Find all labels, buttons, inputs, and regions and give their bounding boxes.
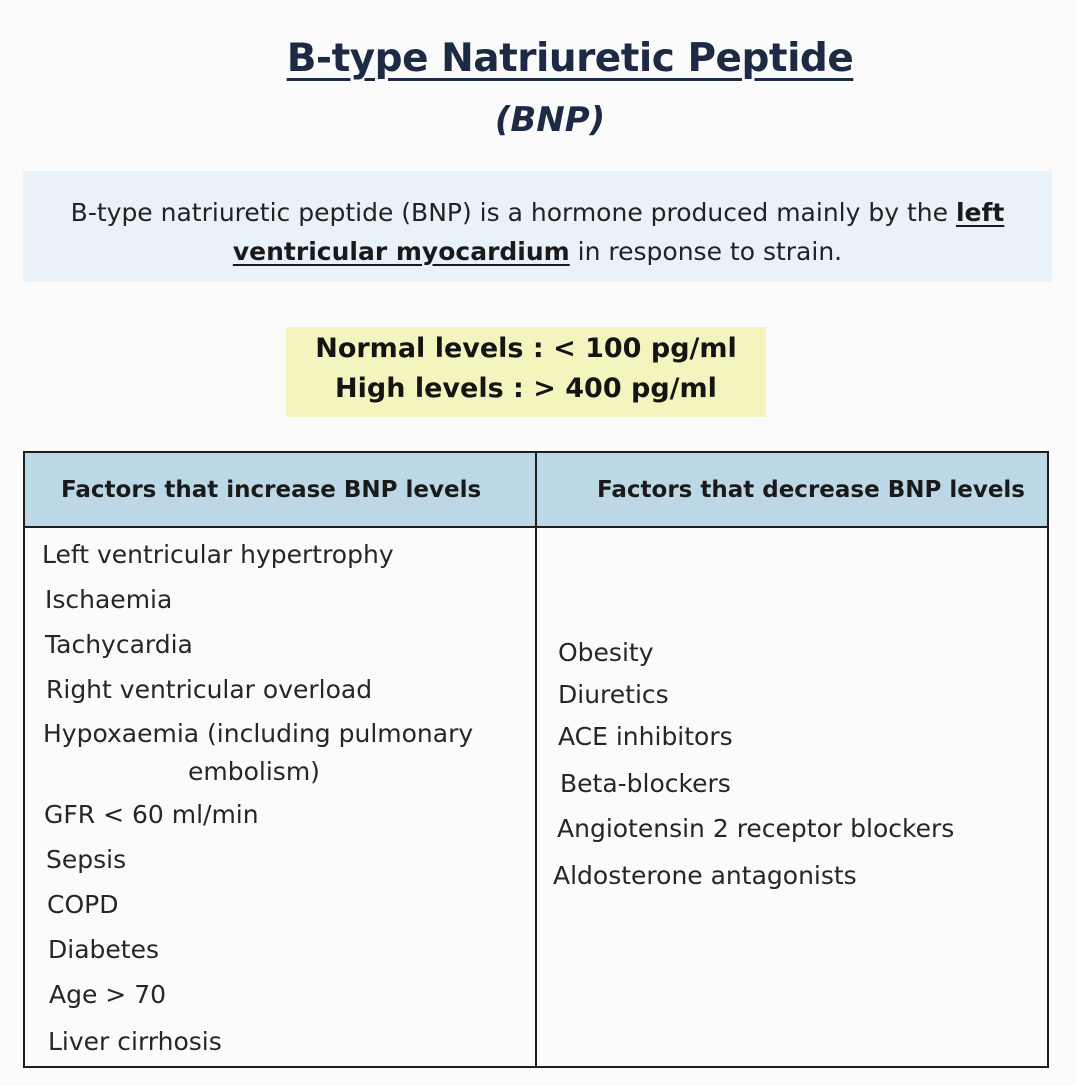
- increase-item: Hypoxaemia (including pulmonary: [43, 719, 474, 748]
- factors-table: [23, 451, 1049, 1068]
- increase-item: Sepsis: [46, 845, 127, 874]
- increase-item: GFR < 60 ml/min: [44, 800, 259, 829]
- header-decrease: Factors that decrease BNP levels: [597, 477, 1025, 503]
- increase-item-continued: embolism): [188, 757, 320, 786]
- increase-item: Liver cirrhosis: [48, 1027, 222, 1056]
- levels-box: [286, 327, 766, 417]
- decrease-item: Obesity: [558, 638, 654, 667]
- intro-bold-left: left: [955, 198, 1005, 227]
- increase-item: Left ventricular hypertrophy: [42, 540, 394, 569]
- decrease-item: Diuretics: [558, 680, 669, 709]
- increase-item: COPD: [47, 890, 119, 919]
- increase-item: Right ventricular overload: [46, 675, 373, 704]
- column-divider: [535, 453, 537, 1066]
- decrease-item: ACE inhibitors: [558, 722, 733, 751]
- increase-item: Ischaemia: [45, 585, 173, 614]
- increase-item: Diabetes: [48, 935, 159, 964]
- page-subtitle: (BNP): [494, 100, 606, 140]
- normal-levels: Normal levels : < 100 pg/ml: [315, 333, 737, 364]
- increase-item: Tachycardia: [45, 630, 193, 659]
- decrease-item: Beta-blockers: [560, 769, 731, 798]
- decrease-item: Aldosterone antagonists: [553, 861, 857, 890]
- intro-text-before: B-type natriuretic peptide (BNP) is a hormone produced mainly by the: [70, 198, 948, 227]
- header-increase: Factors that increase BNP levels: [61, 477, 482, 503]
- intro-box: [23, 171, 1052, 282]
- decrease-item: Angiotensin 2 receptor blockers: [557, 814, 955, 843]
- page-title: [0, 36, 1076, 81]
- increase-item: Age > 70: [49, 980, 167, 1009]
- page-title-text: B-type Natriuretic Peptide: [286, 36, 854, 81]
- high-levels: High levels : > 400 pg/ml: [335, 373, 717, 404]
- intro-bold-ventricular-myocardium: ventricular myocardium: [232, 237, 570, 266]
- intro-text-after: in response to strain.: [577, 237, 843, 266]
